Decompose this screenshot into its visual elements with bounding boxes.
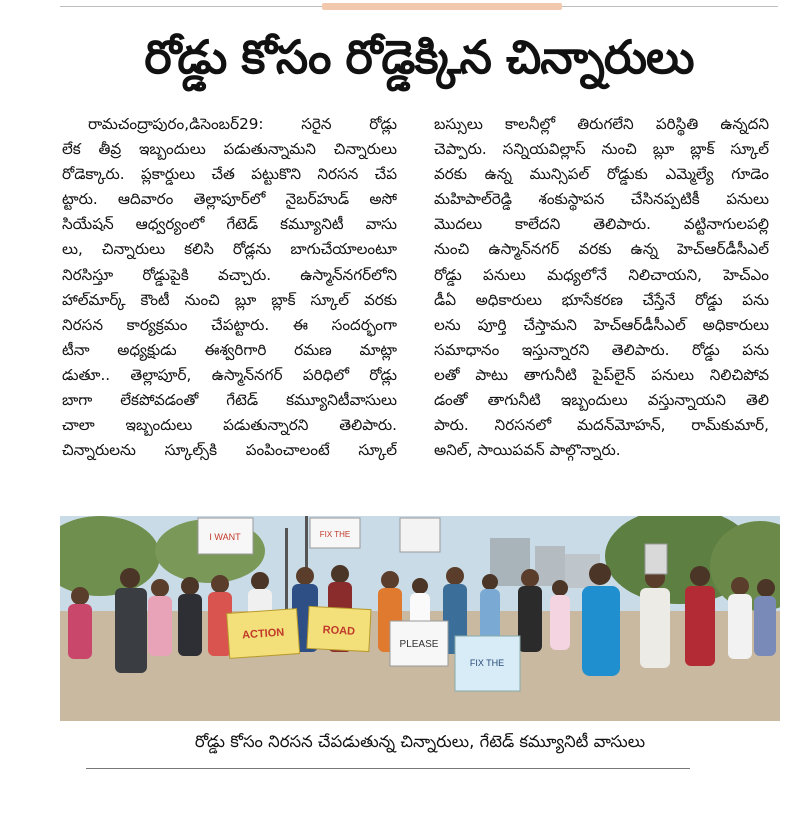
article-line: డీఏ అధికారులు భూసేకరణ చేస్తేనే రోడ్డు పను — [434, 290, 769, 309]
raised-sign — [645, 544, 667, 574]
placard-text: PLEASE — [399, 639, 439, 650]
placard-text: ACTION — [241, 626, 285, 642]
article-line: డుతూ.. తెల్లాపూర్, ఉస్మాన్‌నగర్ పరిధిలో రోడ్లు — [62, 365, 397, 384]
article-line: లతో పాటు తాగునీటి పైప్‌లైన్ పనులు నిలిచిపోవ — [434, 365, 769, 384]
article-line: సియేషన్ ఆధ్వర్యంలో గేటెడ్ కమ్యూనిటీ వాసు — [62, 215, 397, 234]
svg-text:I WANT: I WANT — [209, 532, 241, 542]
article-line: చిన్నారులను స్కూల్స్‌కి పంపించాలంటే స్కూల్ — [62, 441, 397, 460]
placard — [390, 621, 448, 666]
article-line: లేక తీవ్ర ఇబ్బందులు పడుతున్నామని చిన్నారులు — [62, 140, 397, 159]
article-line: టీనా అధ్యక్షుడు ఈశ్వరిగారి రమణ మాట్లా — [62, 340, 397, 359]
article-line: నుంచి ఉస్మాన్‌నగర్ వరకు ఉన్న హెచ్‌ఆర్‌డీసీఎల్ — [434, 240, 769, 259]
article-line: హాల్‌మార్క్ కౌంటీ నుంచి బ్లూ బ్లాక్ స్కూల్ వరకు — [62, 290, 397, 309]
raised-sign — [310, 518, 360, 548]
article-line: లను పూర్తి చేస్తామని హెచ్‌ఆర్‌డీసీఎల్ అధికారులు — [434, 315, 769, 334]
raised-sign — [400, 518, 440, 552]
article-line: నిరసన కార్యక్రమం చేపట్టారు. ఈ సందర్భంగా — [62, 315, 397, 334]
article-column-left — [62, 112, 397, 512]
article-column-right — [434, 112, 769, 512]
article-line: వరకు ఉన్న మున్సిపల్ రోడ్డుకు ఎమ్మెల్యే గూడెం — [434, 165, 769, 184]
article-line: చాలా ఇబ్బందులు పడుతున్నారని తెలిపారు. — [62, 416, 397, 435]
article-line: మహిపాల్‌రెడ్డి శంకుస్థాపన చేసినప్పటికీ పనులు — [434, 190, 769, 209]
article-headline: రోడ్డు కోసం రోడ్డెక్కిన చిన్నారులు — [144, 30, 694, 84]
article-line: నిరసిస్తూ రోడ్డుపైకి వచ్చారు. ఉస్మాన్‌నగర్‌లోని — [62, 265, 397, 284]
article-line: పారు. నిరసనలో మదన్‌మోహన్, రామ్‌కుమార్, — [434, 416, 769, 435]
article-line: మొదలు కాలేదని తెలిపారు. వట్టినాగులపల్లి — [434, 215, 769, 234]
article-line: ట్టారు. ఆదివారం తెల్లాపూర్‌లో నైబర్‌హుడ్ అసో — [62, 190, 397, 209]
article-line: బాగా లేకపోవడంతో గేటెడ్ కమ్యూనిటీవాసులు — [62, 391, 397, 410]
raised-sign — [198, 518, 253, 554]
placard-text: FIX THE — [469, 658, 505, 668]
article-line: చెప్పారు. సన్నియవిల్లాస్ నుంచి బ్లూ బ్లాక్ స్కూల్ — [434, 140, 769, 159]
placard — [455, 636, 520, 691]
photo-caption: రోడ్డు కోసం నిరసన చేపడుతున్న చిన్నారులు, గేటెడ్ కమ్యూనిటీ వాసులు — [194, 732, 646, 751]
placard — [227, 609, 300, 659]
article-line: రోడ్డు పనులు మధ్యలోనే నిలిచాయని, హెచ్‌ఎం — [434, 265, 769, 284]
placard-text: ROAD — [322, 624, 356, 638]
article-line: డంతో తాగునీటి ఇబ్బందులు వస్తున్నాయని తెలి — [434, 391, 769, 410]
caption-rule — [86, 768, 690, 769]
protest-photo — [60, 516, 780, 721]
article-line: సమాధానం ఇస్తున్నారని తెలిపారు. రోడ్డు పను — [434, 340, 769, 359]
article-line: బస్సులు కాలనీల్లో తిరుగలేని పరిస్థితి ఉన్నదని — [434, 115, 769, 133]
header-accent-bar — [322, 3, 562, 10]
article-line: రామచంద్రాపురం,డిసెంబర్29: సరైన రోడ్లు — [88, 115, 397, 133]
article-line: రోడెక్కారు. ప్లకార్డులు చేత పట్టుకొని నిరసన చేప — [62, 165, 397, 184]
svg-text:FIX THE: FIX THE — [319, 530, 351, 539]
article-line: లు, చిన్నారులు కలిసి రోడ్లను బాగుచేయాలంటూ — [62, 240, 397, 259]
article-line: అనిల్, సాయిపవన్ పాల్గొన్నారు. — [434, 441, 621, 460]
placard — [307, 606, 371, 651]
